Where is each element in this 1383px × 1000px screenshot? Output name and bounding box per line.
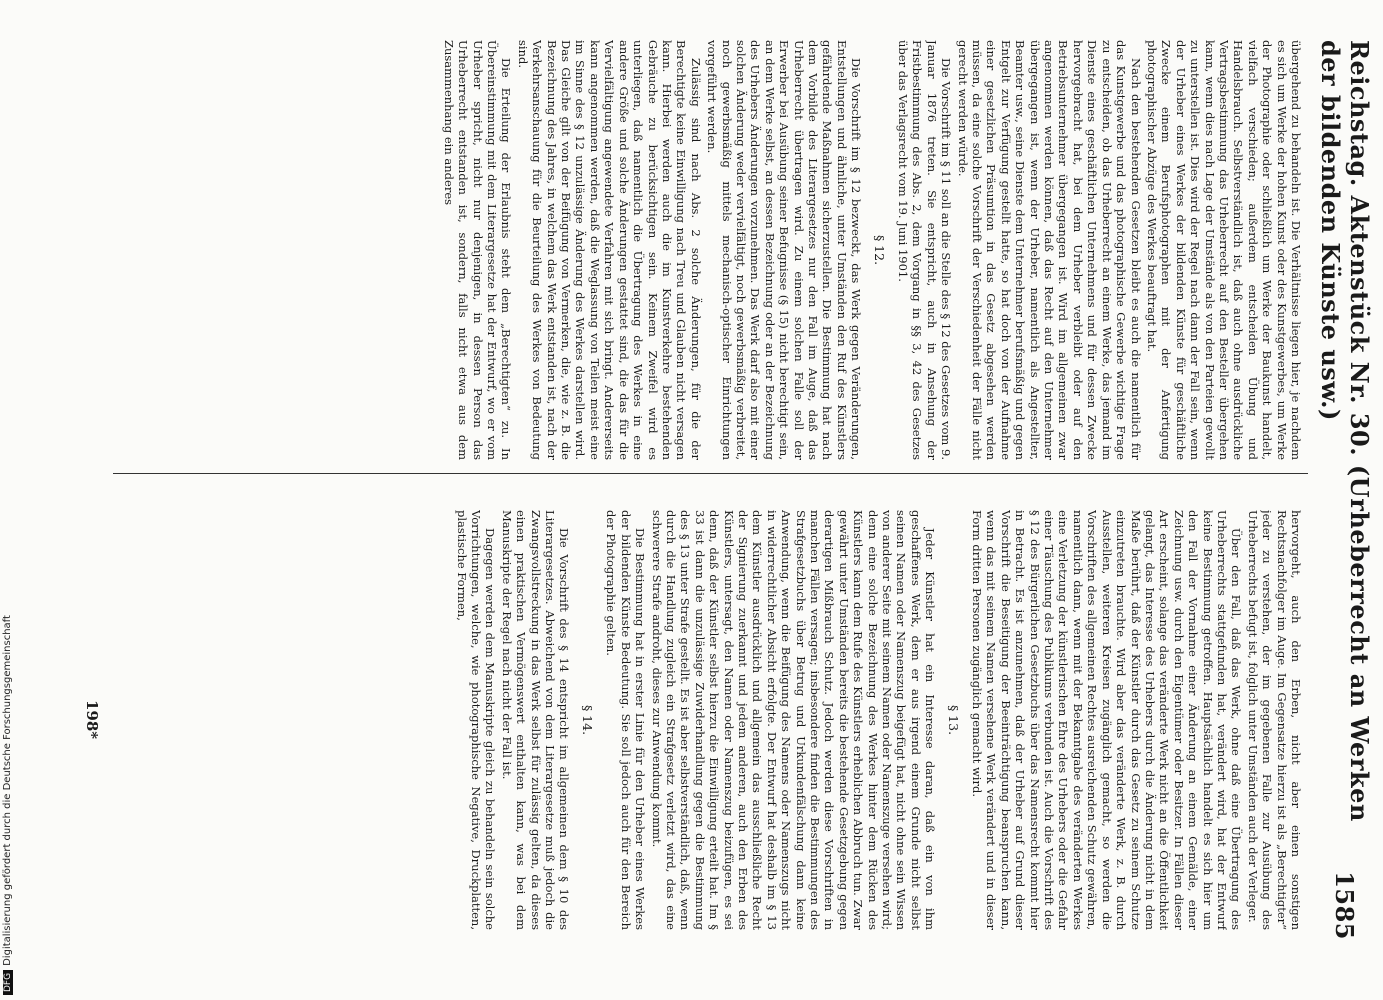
paragraph: Zulässig sind nach Abs. 2 solche Änderungen, für die der Berechtigte keine Einwilligung nach Treu und Glauben nicht versagen kann. Hierbei werden auch die im Kunstverkehre bestehenden Gebräuche zu berücksichtigen sein. Keinem Zweifel wird es unterliegen, daß namentlich die Übertragung des Werkes in eine andere Größe und solche Änderungen gestattet sind, die das für die Vervielfältigung angewendete Verfahren mit sich bringt. Andererseits kann angenommen werden, daß die Weglassung von Teilen meist eine im Sinne des § 12 unzulässige Änderung des Werkes darstellen wird. Das Gleiche gilt von der Beifügung von Vermerken, die, wie z. B. die Bezeichnung des Jahres, in welchem das Werk entstanden ist, nach der Verkehrsanschauung für die Beurteilung des Werkes von Bedeutung sind. [515, 40, 703, 460]
paragraph: Die Vorschrift des § 14 entspricht im allgemeinen dem § 10 des Literargesetzes. Abweichend von dem Literargesetze muß jedoch die Zwangsvollstreckung in das Werk selbst für zulässig gelten, da dieses einen praktischen Vermögenswert enthalten kann, was bei dem Manuskripte der Regel nach nicht der Fall ist. [499, 510, 572, 930]
digitization-caption-wrapper [2, 615, 13, 995]
paragraph: Über den Fall, daß das Werk, ohne daß eine Übertragung des Urheberrechts stattgefunden hat, verändert wird, hat der Entwurf keine Bestimmung getroffen. Hauptsächlich handelt es sich hier um den Fall der Vornahme einer Änderung an einem Gemälde, einer Zeichnung usw. durch den Eigentümer oder Besitzer. In Fällen dieser Art erscheint, solange das veränderte Werk nicht an die Öffentlichkeit gelangt, das Interesse des Urhebers durch die Änderung nicht in dem Maße berührt, daß der Künstler durch das Gesetz zu seinem Schutze einzutreten brauchte. Wird aber das veränderte Werk, z. B. durch Ausstellen, weiteren Kreisen zugänglich gemacht, so werden die Vorschriften des allgemeinen Rechtes ausreichenden Schutz gewähren, namentlich dann, wenn mit der Bekanntgabe des veränderten Werkes eine Verletzung der künstlerischen Ehre des Urhebers oder die Gefahr einer Täuschung des Publikums verbunden ist. Auch die Vorschrift des § 12 des Bürgerlichen Gesetzbuchs über das Namensrecht kommt hier in Betracht. Es ist anzunehmen, daß der Urheber auf Grund dieser Vorschrift die Beseitigung der Beeinträchtigung beanspruchen kann, wenn das mit seinem Namen versehene Werk verändert und in dieser Form dritten Personen zugänglich gemacht wird. [970, 510, 1244, 930]
page-title: Reichstag. Aktenstück Nr. 30. (Urheberrecht an Werken der bildenden Künste usw.) [1316, 40, 1374, 822]
section-heading-14: § 14. [579, 704, 595, 736]
paragraph: Die Vorschrift im § 12 bezweckt, das Werk gegen Veränderungen, Entstellungen und ähnliche, unter Umständen den Ruf des Künstlers gefährdende Maßnahmen sicherzustellen. Die Bestimmung hat nach dem Vorbilde des Literargesetzes nur den Fall im Auge, daß das Urheberrecht übertragen wird. Zu einem solchen Falle soll der Erwerber bei Ausübung seiner Befugnisse (§ 15) nicht berechtigt sein, an dem Werke selbst, an dessen Bezeichnung oder an der Bezeichnung des Urhebers Änderungen vorzunehmen. Das Werk darf also mit einer solchen Änderung weder vervielfältigt, noch gewerbsmäßig verbreitet, noch gewerbsmäßig mittels mechanisch-optischer Einrichtungen vorgeführt werden. [705, 40, 864, 460]
signature-mark: 198* [83, 700, 101, 740]
section-heading-13: § 13. [945, 704, 961, 736]
paragraph: Nach den bestehenden Gesetzen bleibt es auch die namentlich für das Kunstgewerbe und das photographische Gewerbe wichtige Frage zu entscheiden, ob das Urheberrecht an einem Werke, das jemand im Dienste eines geschäftlichen Unternehmens und für dessen Zwecke hervorgebracht hat, bei dem Urheber verbleibt oder auf den Betriebsunternehmer übergegangen ist. Wird im allgemeinen zwar angenommen werden können, daß das Recht auf den Unternehmer übergegangen ist, wenn der Urheber, namentlich als Angestellter, Beamter usw., seine Dienste dem Unternehmer berufsmäßig und gegen Entgelt zur Verfügung gestellt hatte, so hat doch von der Aufnahme einer gesetzlichen Präsumtion in das Gesetz abgesehen werden müssen, da eine solche Vorschrift der Verschiedenheit der Fälle nicht gerecht werden würde. [955, 40, 1143, 460]
column-divider [113, 473, 1308, 474]
paragraph: Jeder Künstler hat ein Interesse daran, daß ein von ihm geschaffenes Werk, dem er aus irgend einem Grunde nicht selbst seinen Namen oder Namenszug beigefügt hat, nicht ohne sein Wissen von anderer Seite mit seinem Namen oder Namenszuge versehen wird; denn eine solche Bezeichnung des Werkes hinter dem Rücken des Künstlers kann dem Rufe des Künstlers erheblichen Abbruch tun. Zwar gewährt unter Umständen bereits die bestehende Gesetzgebung gegen derartigen Mißbrauch Schutz. Jedoch werden diese Vorschriften in manchen Fällen versagen; insbesondere finden die Bestimmungen des Strafgesetzbuchs über Betrug und Urkundenfälschung dann keine Anwendung, wenn die Beifügung des Namens oder Namenszugs nicht in widerrechtlicher Absicht erfolgte. Der Entwurf hat deshalb im § 13 dem Künstler ausdrücklich und allgemein das ausschließliche Recht der Signierung zuerkannt und jedem anderen, auch den Erben des Künstlers, untersagt, den Namen oder Namenszug beizufügen, es sei denn, daß der Künstler selbst hierzu die Einwilligung erteilt hat. Im § 33 ist dann die unzulässige Zuwiderhandlung gegen die Bestimmung des § 13 unter Strafe gestellt. Es ist aber selbstverständlich, daß, wenn durch die Handlung zugleich ein Strafgesetz verletzt wird, das eine schwerere Strafe androht, dieses zur Anwendung kommt. [649, 510, 938, 930]
paragraph: übergehend zu behandeln ist. Die Verhältnisse liegen hier, je nachdem es sich um Werke der hohen Kunst oder des Kunstgewerbes, um Werke der Photographie oder schließlich um Werke der Baukunst handelt, vielfach verschieden; außerdem entscheiden Übung und Handelsbrauch. Selbstverständlich ist, daß auch ohne ausdrückliche Vertragsbestimmung das Urheberrecht auf den Besteller übergehen kann, wenn dies nach Lage der Umstände als von den Parteien gewollt zu unterstellen ist. Dies wird der Regel nach dann der Fall sein, wenn der Urheber eines Werkes der bildenden Künste für geschäftliche Zwecke einem Berufsphotographen mit der Anfertigung photographischer Abzüge des Werkes beauftragt hat. [1144, 40, 1303, 460]
section-heading-12: § 12. [871, 234, 887, 266]
paragraph: Die Erteilung der Erlaubnis steht dem „Berechtigten“ zu. In Übereinstimmung mit dem Literargesetze hat der Entwurf, wo er vom Urheber spricht, nicht nur denjenigen, in dessen Person das Urheberrecht entstanden ist, sondern, falls nicht etwa aus dem Zusammenhang ein anderes [441, 40, 514, 460]
right-column [123, 510, 1303, 930]
paragraph: hervorgeht, auch den Erben, nicht aber einen sonstigen Rechtsnachfolger im Auge. Im Gegensatze hierzu ist als „Berechtigter“ jeder zu verstehen, der im gegebenen Falle zur Ausübung des Urheberrechts befugt ist, folglich unter Umständen auch der Verleger. [1245, 510, 1303, 930]
rotated-page-content [63, 0, 1383, 980]
digitization-caption: Digitalisierung gefördert durch die Deutsche Forschungsgemeinschaft [2, 615, 13, 966]
paragraph: Die Vorschrift im § 11 soll an die Stelle des § 12 des Gesetzes vom 9. Januar 1876 treten. Sie entspricht, auch in Ansehung der Fristbestimmung des Abs. 2, dem Vorgang in §§ 3, 42 des Gesetzes über das Verlagsrecht vom 19. Juni 1901. [896, 40, 954, 460]
paragraph: Dagegen werden dem Manuskripte gleich zu behandeln sein solche Vorrichtungen, welche, wie photographische Negative, Druckplatten, plastische Formen, [454, 510, 498, 930]
digitization-sidebar [0, 0, 18, 1000]
page-number: 1585 [1330, 871, 1360, 940]
page-header [1316, 40, 1374, 940]
dfg-logo-icon: DFG [3, 970, 13, 995]
paragraph: Die Bestimmung hat in erster Linie für den Urheber eines Werkes der bildenden Künste Bedeutung. Sie soll jedoch auch für den Bereich der Photographie gelten. [604, 510, 648, 930]
left-column [123, 40, 1303, 460]
